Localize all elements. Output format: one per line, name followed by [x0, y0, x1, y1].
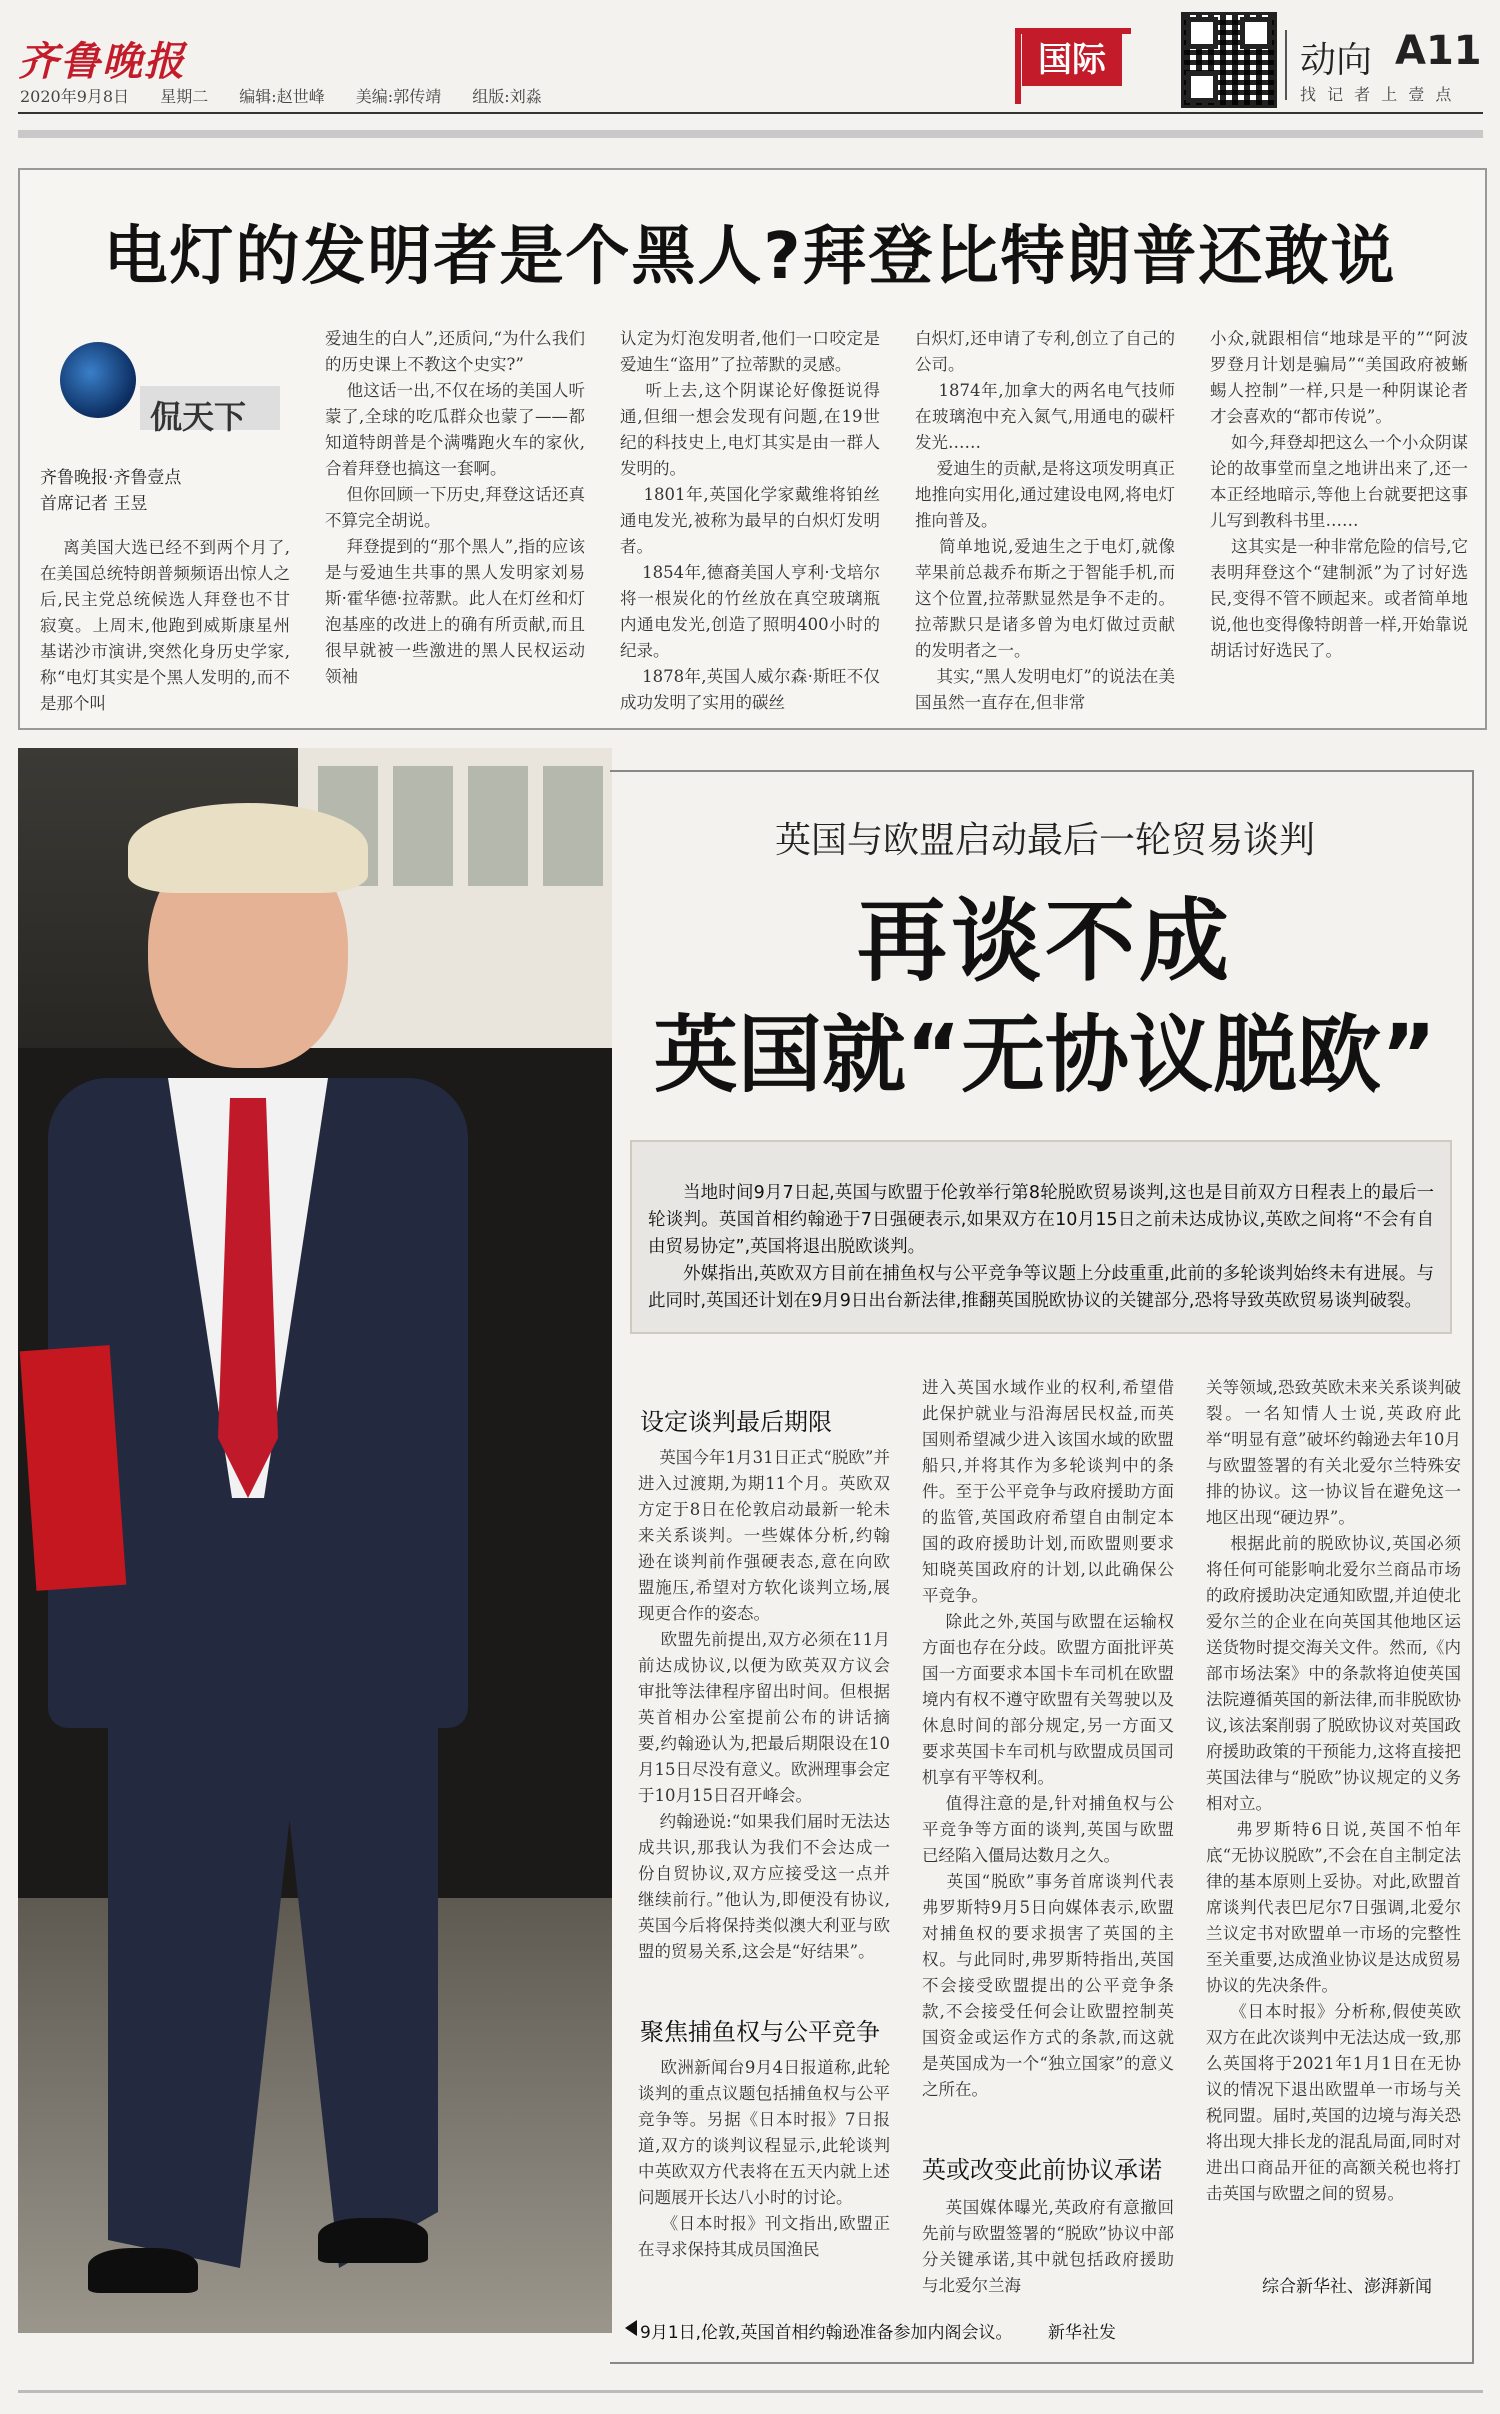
- photo-shoe: [88, 2248, 198, 2293]
- issue-editor: 编辑:赵世峰: [239, 87, 325, 106]
- qr-corner-mark: [1186, 17, 1218, 49]
- photo-window-pane: [393, 766, 453, 886]
- story1-column-5: 小众,就跟相信“地球是平的”“阿波罗登月计划是骗局”“美国政府被蜥蜴人控制”一样,只是一种阴谋论者才会喜欢的“都市传说”。 如今,拜登却把这么一个小众阴谋论的故事堂而皇之地讲出来了,还一本正经地暗示,等他上台就要把这事儿写到教科书里…… 这其实是一种非常危险的信号,它表明拜登这个“建制派”为了讨好选民,变得不管不顾起来。或者简单地说,他也变得像特朗普一样,开始靠说胡话讨好选民了。: [1210, 329, 1468, 660]
- section-tag: 国际: [1022, 34, 1122, 86]
- photo-caption-text: 9月1日,伦敦,英国首相约翰逊准备参加内阁会议。: [640, 2323, 1013, 2343]
- story2-subhead: 英国与欧盟启动最后一轮贸易谈判: [774, 820, 1315, 861]
- byline-reporter: 首席记者 王昱: [40, 494, 148, 514]
- story1-column-2: 爱迪生的白人”,还质问,“为什么我们的历史课上不教这个史实?” 他这话一出,不仅在场的美国人听蒙了,全球的吃瓜群众也蒙了——都知道特朗普是个满嘴跑火车的家伙,合着拜登也搞这一套啊。 但你回顾一下历史,拜登这话还真不算完全胡说。 拜登提到的“那个黑人”,指的应该是与爱迪生共事的黑人发明家刘易斯·霍华德·拉蒂默。此人在灯丝和灯泡基座的改进上的确有所贡献,而且很早就被一些激进的黑人民权运动领袖: [325, 329, 585, 686]
- section-title-deadline: 设定谈判最后期限: [640, 1408, 832, 1436]
- story2-headline-line2[interactable]: 英国就“无协议脱欧”: [653, 1006, 1437, 1104]
- story1-column-4: 白炽灯,还申请了专利,创立了自己的公司。 1874年,加拿大的两名电气技师在玻璃泡中充入氮气,用通电的碳杆发光…… 爱迪生的贡献,是将这项发明真正地推向实用化,通过建设电网,将电灯推向普及。 简单地说,爱迪生之于电灯,就像苹果前总裁乔布斯之于智能手机,而这个位置,拉蒂默显然是争不走的。拉蒂默只是诸多曾为电灯做过贡献的发明者之一。 其实,“黑人发明电灯”的说法在美国虽然一直存在,但非常: [915, 329, 1175, 712]
- column-name: 动向: [1300, 40, 1373, 81]
- story1-byline: [40, 465, 181, 517]
- story2-summary: [630, 1140, 1452, 1334]
- issue-date: 2020年9月8日: [20, 87, 130, 106]
- header-rule: [18, 112, 1483, 114]
- photo-red-folder: [20, 1345, 127, 1591]
- story2-column-2: 进入英国水域作业的权利,希望借此保护就业与沿海居民权益,而英国则希望减少进入该国水域的欧盟船只,并将其作为多轮谈判中的条件。至于公平竞争与政府援助方面的监管,英国政府希望自由制定本国的政府援助计划,而欧盟则要求知晓英国政府的计划,以此确保公平竞争。 除此之外,英国与欧盟在运输权方面也存在分歧。欧盟方面批评英国一方面要求本国卡车司机在欧盟境内有权不遵守欧盟有关驾驶以及休息时间的部分规定,另一方面又要求英国卡车司机与欧盟成员国司机享有平等权利。 值得注意的是,针对捕鱼权与公平竞争等方面的谈判,英国与欧盟已经陷入僵局达数月之久。 英国“脱欧”事务首席谈判代表弗罗斯特9月5日向媒体表示,欧盟对捕鱼权的要求损害了英国的主权。与此同时,弗罗斯特指出,英国不会接受欧盟提出的公平竞争条款,不会接受任何会让欧盟控制英国资金或运作方式的条款,而这就是英国成为一个“独立国家”的意义之所在。: [922, 1378, 1174, 2099]
- caption-arrow-icon: [625, 2320, 637, 2336]
- section-agreement-text: 英国媒体曝光,英政府有意撤回先前与欧盟签署的“脱欧”协议中部分关键承诺,其中就包括政府援助与北爱尔兰海: [922, 2198, 1174, 2295]
- story1-headline[interactable]: 电灯的发明者是个黑人?拜登比特朗普还敢说: [103, 220, 1397, 294]
- column-logo-text: 侃天下: [150, 398, 247, 436]
- issue-meta: [20, 84, 568, 107]
- photo-caption: [640, 2318, 1116, 2343]
- photo-window-pane: [468, 766, 528, 886]
- story2-source: 综合新华社、澎湃新闻: [1262, 2277, 1432, 2297]
- story2-headline-line1[interactable]: 再谈不成: [857, 889, 1233, 994]
- reporter-hotline: 找 记 者 上 壹 点: [1300, 85, 1452, 104]
- section-title-agreement: 英或改变此前协议承诺: [922, 2156, 1162, 2184]
- header-divider: [1285, 30, 1287, 100]
- section-fishing-text: 欧洲新闻台9月4日报道称,此轮谈判的重点议题包括捕鱼权与公平竞争等。另据《日本时报》7日报道,双方的谈判议程显示,此轮谈判中英欧双方代表将在五天内就上述问题展开长达八小时的讨论。 《日本时报》刊文指出,欧盟正在寻求保持其成员国渔民: [638, 2058, 890, 2259]
- story1-column-1: 离美国大选已经不到两个月了,在美国总统特朗普频频语出惊人之后,民主党总统候选人拜登也不甘寂寞。上周末,他跑到威斯康星州基诺沙市演讲,突然化身历史学家,称“电灯其实是个黑人发明的,而不是那个叫: [40, 538, 290, 713]
- page-bottom-rule: [18, 2390, 1483, 2393]
- photo-window-pane: [543, 766, 603, 886]
- section-deadline-text: 英国今年1月31日正式“脱欧”并进入过渡期,为期11个月。英欧双方定于8日在伦敦启动最新一轮未来关系谈判。一些媒体分析,约翰逊在谈判前作强硬表态,意在向欧盟施压,希望对方软化谈判立场,展现更合作的姿态。 欧盟先前提出,双方必须在11月前达成协议,以便为欧英双方议会审批等法律程序留出时间。但根据英首相办公室提前公布的讲话摘要,约翰逊认为,把最后期限设在10月15日尽没有意义。欧洲理事会定于10月15日召开峰会。 约翰逊说:“如果我们届时无法达成共识,那我认为我们不会达成一份自贸协议,双方应接受这一点并继续前行。”他认为,即便没有协议,英国今后将保持类似澳大利亚与欧盟的贸易关系,这会是“好结果”。: [638, 1448, 890, 1961]
- news-photo[interactable]: [18, 748, 612, 2333]
- photo-hair: [128, 803, 368, 893]
- issue-layout-editor: 组版:刘淼: [472, 87, 542, 106]
- header-band: [18, 130, 1483, 138]
- issue-weekday: 星期二: [160, 87, 209, 106]
- summary-paragraph-1: 当地时间9月7日起,英国与欧盟于伦敦举行第8轮脱欧贸易谈判,这也是目前双方日程表上的最后一轮谈判。英国首相约翰逊于7日强硬表示,如果双方在10月15日之前未达成协议,英欧之间将“不会有自由贸易协定”,英国将退出脱欧谈判。: [648, 1183, 1434, 1257]
- globe-icon: [60, 342, 136, 418]
- story1-column-3: 认定为灯泡发明者,他们一口咬定是爱迪生“盗用”了拉蒂默的灵感。 听上去,这个阴谋论好像挺说得通,但细一想会发现有问题,在19世纪的科技史上,电灯其实是由一群人发明的。 1801年,英国化学家戴维将铂丝通电发光,被称为最早的白炽灯发明者。 1854年,德裔美国人亨利·戈培尔将一根炭化的竹丝放在真空玻璃瓶内通电发光,创造了照明400小时的纪录。 1878年,英国人威尔森·斯旺不仅成功发明了实用的碳丝: [620, 329, 880, 712]
- qr-corner-mark: [1240, 17, 1272, 49]
- issue-art-editor: 美编:郭传靖: [355, 87, 442, 106]
- section-title-fishing: 聚焦捕鱼权与公平竞争: [640, 2018, 880, 2046]
- qr-corner-mark: [1186, 71, 1218, 103]
- summary-paragraph-2: 外媒指出,英欧双方目前在捕鱼权与公平竞争等议题上分歧重重,此前的多轮谈判始终未有进展。与此同时,英国还计划在9月9日出台新法律,推翻英国脱欧协议的关键部分,恐将导致英欧贸易谈判破裂。: [648, 1264, 1434, 1311]
- story2-column-3: 关等领域,恐致英欧未来关系谈判破裂。一名知情人士说,英政府此举“明显有意”破坏约翰逊去年10月与欧盟签署的有关北爱尔兰特殊安排的协议。这一协议旨在避免这一地区出现“硬边界”。 根据此前的脱欧协议,英国必须将任何可能影响北爱尔兰商品市场的政府援助决定通知欧盟,并迫使北爱尔兰的企业在向英国其他地区运送货物时提交海关文件。然而,《内部市场法案》中的条款将迫使英国法院遵循英国的新法律,而非脱欧协议,该法案削弱了脱欧协议对英国政府援助政策的干预能力,这将直接把英国法律与“脱欧”协议规定的义务相对立。 弗罗斯特6日说,英国不怕年底“无协议脱欧”,不会在自主制定法律的基本原则上妥协。对此,欧盟首席谈判代表巴尼尔7日强调,北爱尔兰议定书对欧盟单一市场的完整性至关重要,达成渔业协议是达成贸易协议的先决条件。 《日本时报》分析称,假使英欧双方在此次谈判中无法达成一致,那么英国将于2021年1月1日在无协议的情况下退出欧盟单一市场与关税同盟。届时,英国的边境与海关恐将出现大排长龙的混乱局面,同时对进出口商品开征的高额关税也将打击英国与欧盟之间的贸易。: [1206, 1378, 1461, 2203]
- page-number: A11: [1395, 28, 1482, 74]
- newspaper-logo: 齐鲁晚报: [18, 38, 186, 85]
- photo-credit: 新华社发: [1047, 2323, 1116, 2343]
- byline-outlet: 齐鲁晚报·齐鲁壹点: [40, 468, 182, 488]
- photo-shoe: [318, 2218, 428, 2263]
